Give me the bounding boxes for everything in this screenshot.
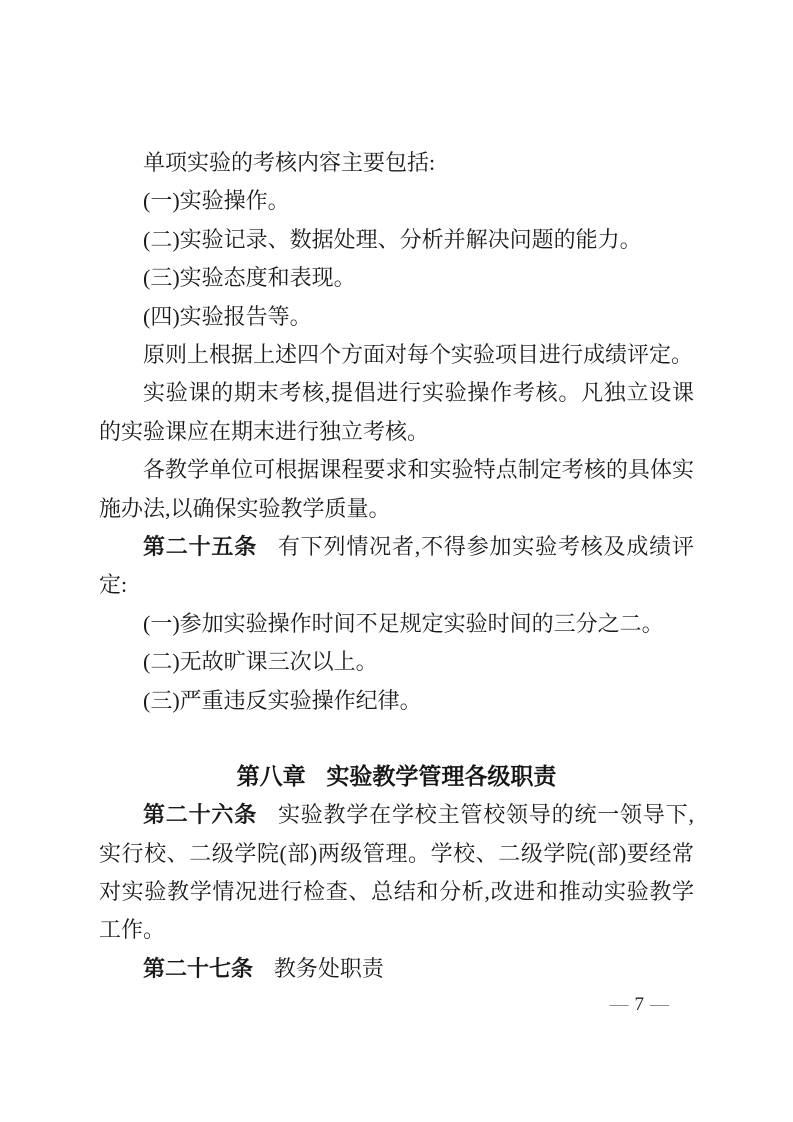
article-number: 第二十七条 [143,955,254,981]
article-number: 第二十五条 [143,534,258,560]
list-item: (二)无故旷课三次以上。 [143,649,378,675]
page-number-dash-left: — [609,994,629,1015]
list-item: (二)实验记录、数据处理、分析并解决问题的能力。 [143,226,642,252]
paragraph: 单项实验的考核内容主要包括: [143,150,436,175]
list-item: (一)参加实验操作时间不足规定实验时间的三分之二。 [143,610,664,636]
article-paragraph [99,796,694,950]
article-paragraph [99,528,694,605]
list-item: (三)实验态度和表现。 [143,265,356,291]
article-paragraph [99,950,694,988]
page-number [604,994,676,1016]
paragraph: 原则上根据上述四个方面对每个实验项目进行成绩评定。 [143,342,694,368]
chapter-heading [99,756,694,796]
paragraph: 各教学单位可根据课程要求和实验特点制定考核的具体实施办法,以确保实验教学质量。 [99,457,694,521]
list-item: (三)严重违反实验操作纪律。 [143,687,422,713]
page-number-value: 7 [634,994,644,1015]
chapter-number: 第八章 [236,763,306,790]
body-text [99,144,694,988]
article-text: 实验教学在学校主管校领导的统一领导下,实行校、二级学院(部)两级管理。学校、二级学院(部)要经常对实验教学情况进行检查、总结和分析,改进和推动实验教学工作。 [99,802,694,943]
article-number: 第二十六条 [143,802,258,828]
paragraph: 实验课的期末考核,提倡进行实验操作考核。凡独立设课的实验课应在期末进行独立考核。 [99,380,694,444]
list-item: (四)实验报告等。 [143,303,312,329]
chapter-title: 实验教学管理各级职责 [326,763,557,790]
article-text: 有下列情况者,不得参加实验考核及成绩评定: [99,534,694,598]
page-number-dash-right: — [650,994,669,1015]
article-text: 教务处职责 [273,955,384,981]
list-item: (一)实验操作。 [143,188,290,214]
